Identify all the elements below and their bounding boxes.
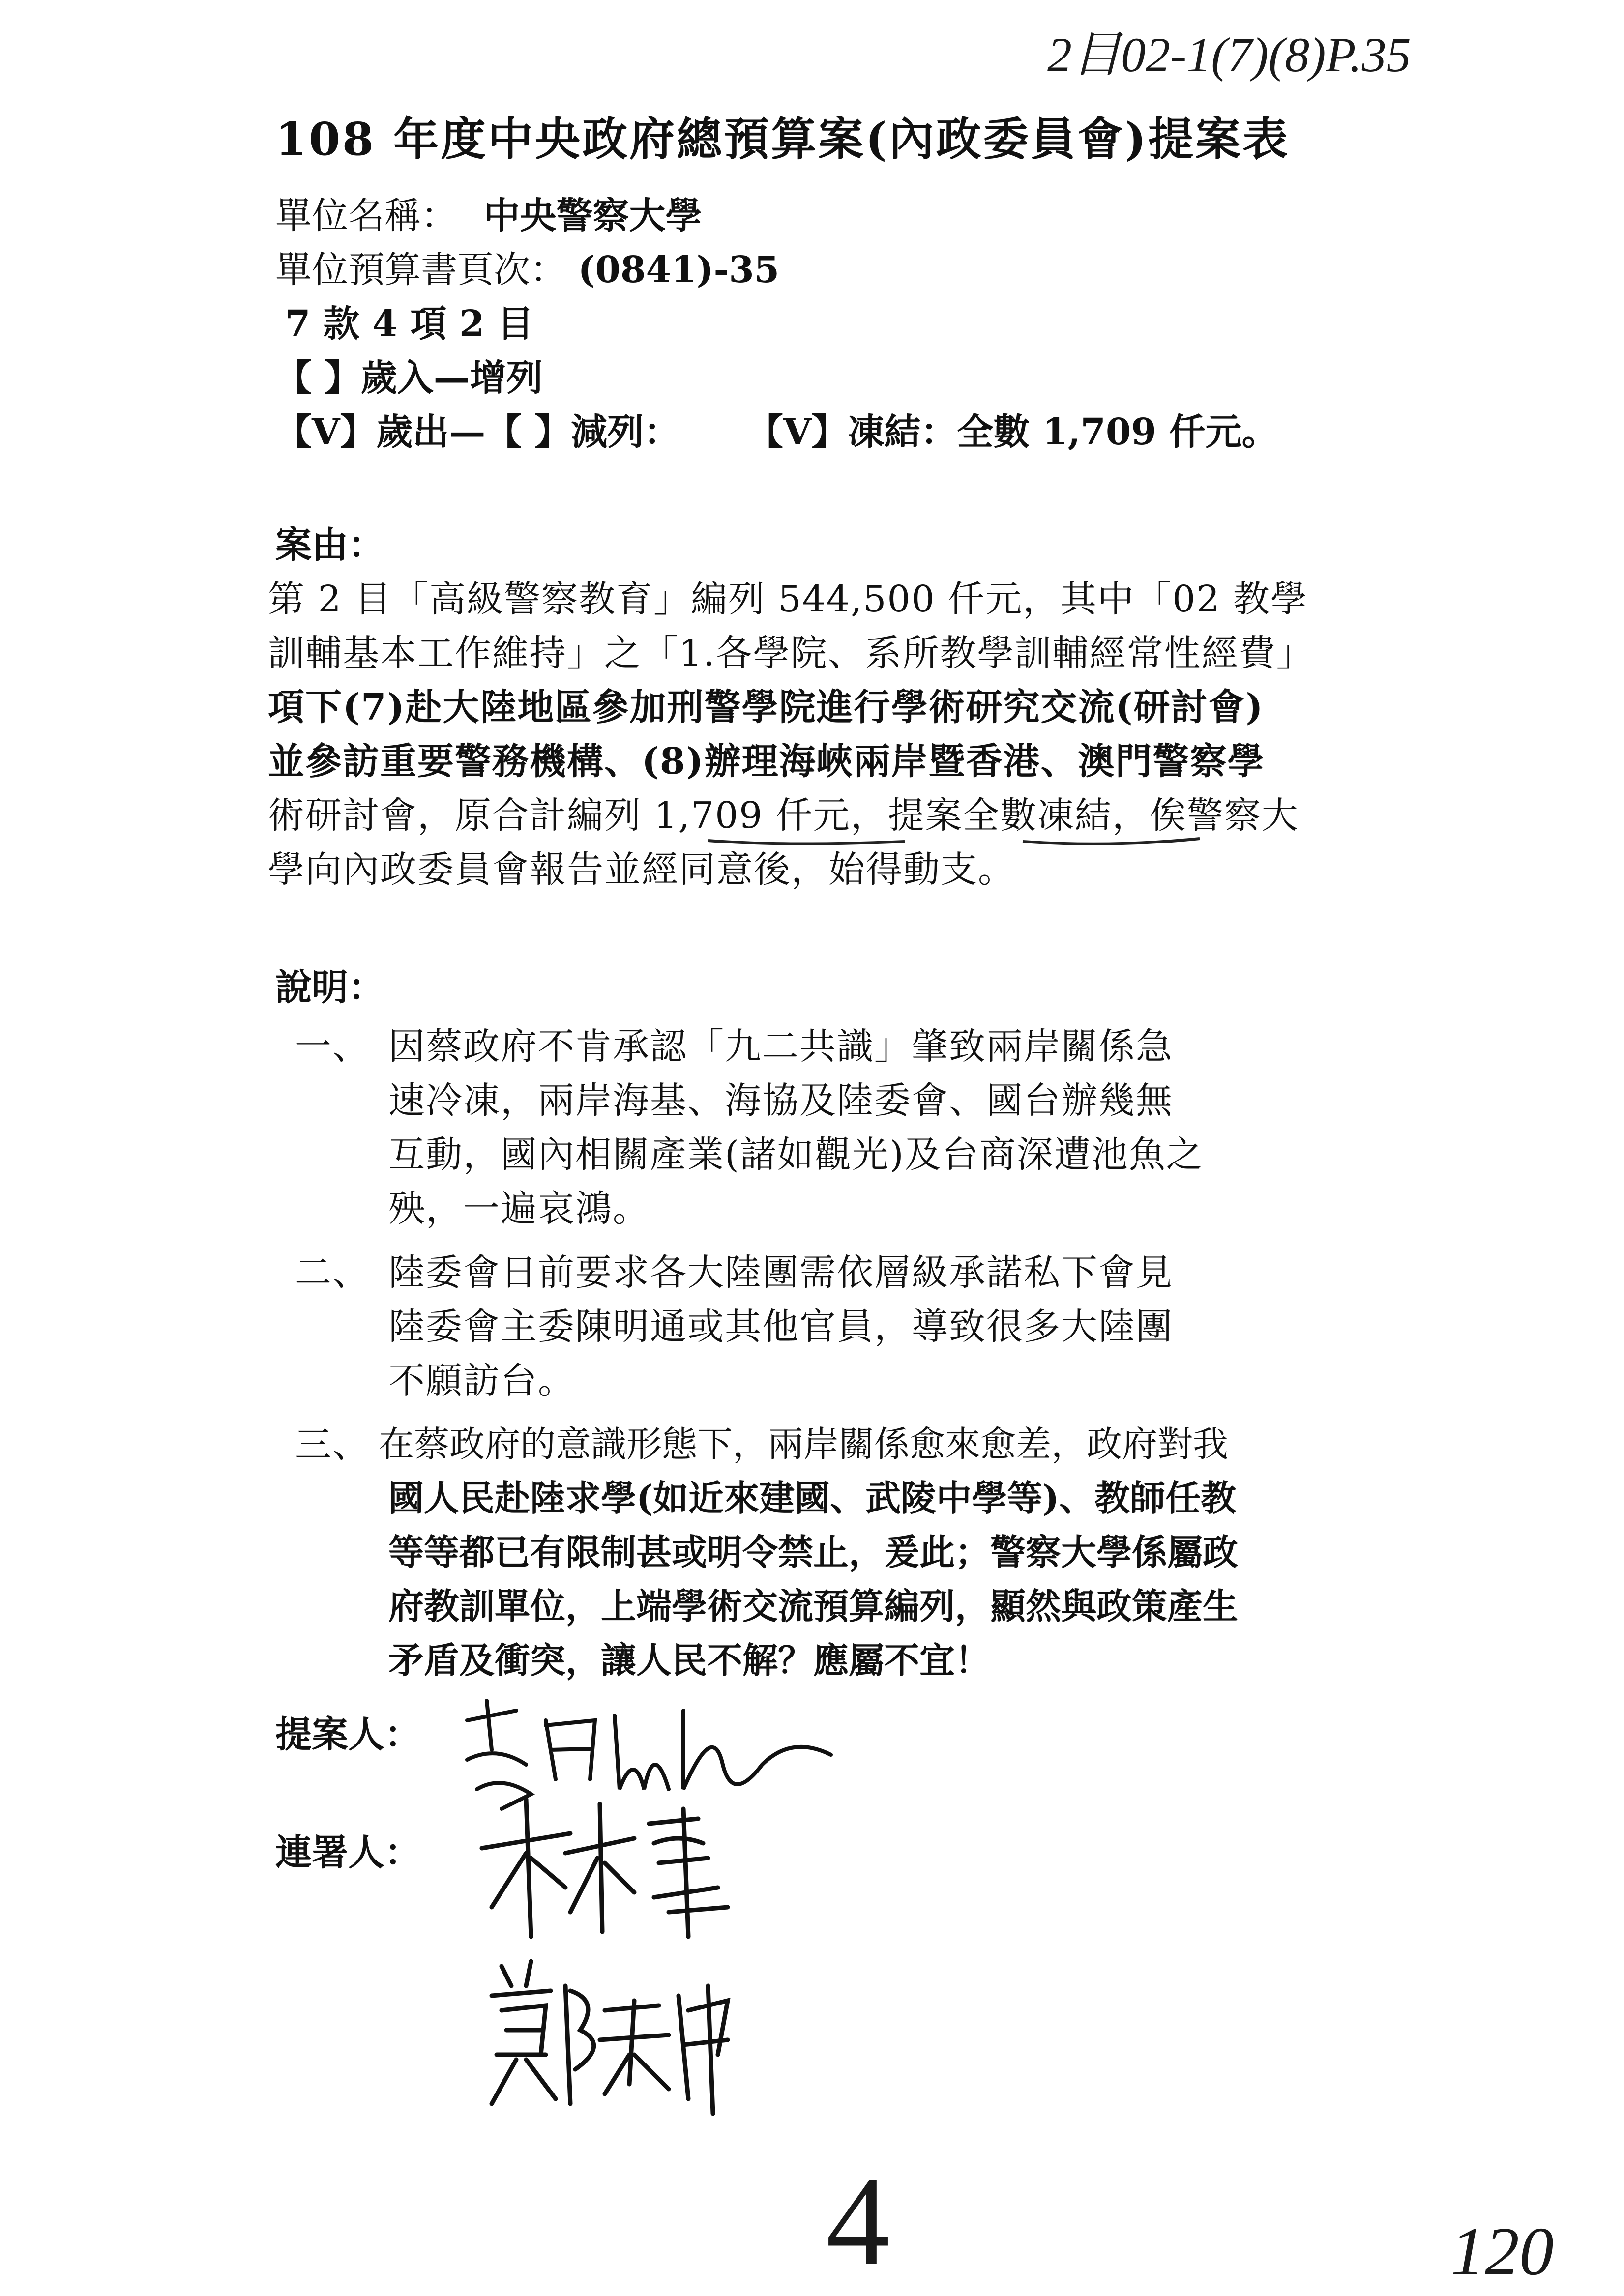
item-code: 7 款 4 項 2 目 xyxy=(285,303,534,345)
unit-name-value: 中央警察大學 xyxy=(483,195,702,237)
case-line: 第 2 目「高級警察教育」編列 544,500 仟元，其中「02 教學 xyxy=(268,578,1308,620)
explain-line: 互動，國內相關產業(諸如觀光)及台商深遭池魚之 xyxy=(388,1133,1204,1176)
case-line: 訓輔基本工作維持」之「1.各學院、系所教學訓輔經常性經費」 xyxy=(268,632,1314,674)
unit-name-label: 單位名稱： xyxy=(275,195,457,237)
explain-line: 陸委會主委陳明通或其他官員，導致很多大陸團 xyxy=(388,1306,1173,1348)
budget-page-value: (0841)-35 xyxy=(578,249,780,291)
cosigner-signature xyxy=(472,1956,767,2119)
case-line: 術研討會，原合計編列 1,709 仟元，提案全數凍結，俟警察大 xyxy=(268,794,1299,837)
proposer-label: 提案人： xyxy=(275,1714,421,1756)
explain-line: 在蔡政府的意識形態下，兩岸關係愈來愈差，政府對我 xyxy=(379,1424,1229,1465)
explain-line: 因蔡政府不肯承認「九二共識」肇致兩岸關係急 xyxy=(388,1025,1173,1068)
case-line: 學向內政委員會報告並經同意後，始得動支。 xyxy=(268,848,1015,891)
annotation-top: 2目02-1(7)(8)P.35 xyxy=(1047,28,1411,82)
case-header: 案由： xyxy=(275,524,384,566)
budget-page-label: 單位預算書頁次： xyxy=(275,249,566,291)
cosigner-signature xyxy=(472,1789,767,1951)
explain-line: 等等都已有限制甚或明令禁止，爰此；警察大學係屬政 xyxy=(388,1531,1239,1573)
explain-line: 矛盾及衝突，讓人民不解？應屬不宜！ xyxy=(388,1639,991,1681)
corner-mark: 120 xyxy=(1450,2213,1554,2290)
expense-line-b: 【V】凍結：全數 1,709 仟元。 xyxy=(746,411,1278,453)
cosigner-label: 連署人： xyxy=(275,1831,421,1874)
explain-line: 速冷凍，兩岸海基、海協及陸委會、國台辦幾無 xyxy=(388,1079,1173,1122)
explain-item-num: 三、 xyxy=(295,1424,370,1466)
explain-line: 不願訪台。 xyxy=(388,1360,575,1402)
explain-line: 國人民赴陸求學(如近來建國、武陵中學等)、教師任教 xyxy=(388,1477,1237,1519)
expense-line-a: 【V】歲出—【 】減列： xyxy=(275,411,680,453)
explain-line: 陸委會日前要求各大陸團需依層級承諾私下會見 xyxy=(388,1251,1173,1294)
explain-header: 說明： xyxy=(275,966,384,1009)
explain-item-num: 一、 xyxy=(295,1025,370,1068)
revenue-line: 【 】歲入—增列 xyxy=(275,357,543,399)
page-title: 108 年度中央政府總預算案(內政委員會)提案表 xyxy=(275,113,1290,166)
explain-line: 殃，一遍哀鴻。 xyxy=(388,1188,650,1230)
case-line: 並參訪重要警務機構、(8)辦理海峽兩岸暨香港、澳門警察學 xyxy=(268,740,1265,783)
explain-line: 府教訓單位，上端學術交流預算編列，顯然與政策產生 xyxy=(388,1585,1239,1627)
explain-item-num: 二、 xyxy=(295,1251,370,1294)
case-line: 項下(7)赴大陸地區參加刑警學院進行學術研究交流(研討會) xyxy=(268,686,1264,728)
page-mark: 4 xyxy=(826,2151,890,2292)
